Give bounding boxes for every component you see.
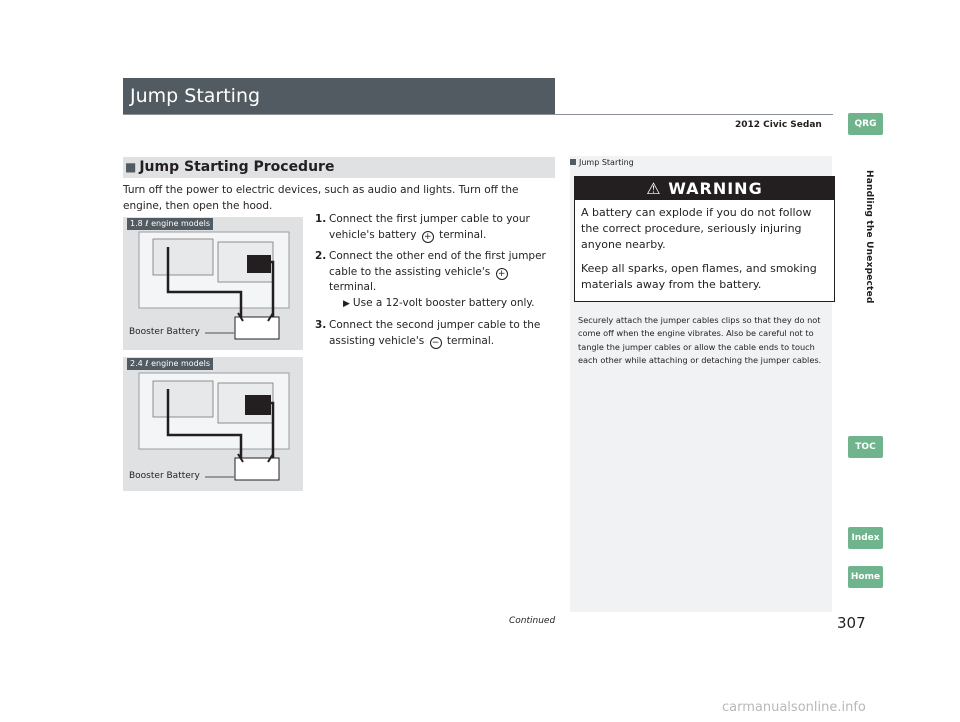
step-text: Connect the second jumper cable to the assisting vehicle's [329, 319, 541, 347]
watermark: carmanualsonline.info [722, 700, 866, 715]
plus-terminal-icon: + [496, 268, 508, 280]
sidebar-title [570, 158, 634, 167]
step-text-end: terminal. [329, 281, 377, 293]
warning-header [575, 177, 834, 200]
tab-toc[interactable]: TOC [848, 436, 883, 458]
step-1 [315, 212, 555, 243]
sidebar-note: Securely attach the jumper cables clips so that they do not come off when the engine vibrates. Also be careful not to tangle the jumper cables or allow the cable ends to touch each other while attaching or detaching the jumper cables. [578, 315, 822, 366]
warning-body [575, 200, 834, 293]
section-header [123, 157, 555, 178]
step-note-text: Use a 12-volt booster battery only. [352, 296, 535, 309]
warning-text: A battery can explode if you do not follow the correct procedure, seriously injuring anyone nearby. [581, 206, 812, 251]
step-number: 1. [315, 213, 327, 225]
step-2 [315, 249, 555, 312]
intro-text: Turn off the power to electric devices, such as audio and lights. Turn off the engine, then open the hood. [123, 184, 519, 212]
title-rule [123, 114, 833, 115]
page-title: Jump Starting [123, 78, 555, 114]
step-text: Connect the first jumper cable to your vehicle's battery [329, 213, 530, 241]
warning-title: WARNING [668, 179, 763, 198]
figure-engine-1 [123, 217, 303, 350]
page-number: 307 [837, 614, 866, 632]
step-text-end: terminal. [439, 228, 487, 241]
warning-text: Keep all sparks, open flames, and smoking materials away from the battery. [581, 262, 817, 291]
figure-label: Booster Battery [129, 327, 200, 337]
figure-tag: 1.8 ℓ engine models [127, 218, 213, 230]
step-text: Connect the other end of the first jumper cable to the assisting vehicle's [329, 250, 546, 278]
sidebar-title-text: Jump Starting [579, 158, 634, 167]
step-3 [315, 318, 555, 349]
arrow-right-icon: ▶ [343, 298, 350, 309]
figure-label: Booster Battery [129, 471, 200, 481]
steps-list [315, 212, 555, 355]
figure-tag: 2.4 ℓ engine models [127, 358, 213, 370]
warning-box [574, 176, 835, 302]
tab-index[interactable]: Index [848, 527, 883, 549]
model-name: 2012 Civic Sedan [735, 120, 822, 130]
reference-icon [570, 159, 576, 165]
step-text-end: terminal. [446, 334, 495, 347]
warning-triangle-icon: ⚠ [646, 179, 662, 198]
section-marker: ■ [125, 160, 137, 174]
tab-home[interactable]: Home [848, 566, 883, 588]
section-title: Jump Starting Procedure [139, 159, 335, 175]
step-note [329, 296, 555, 313]
continued-label: Continued [509, 616, 556, 626]
chapter-label: Handling the Unexpected [864, 170, 874, 304]
step-number: 2. [315, 250, 327, 262]
plus-terminal-icon: + [422, 231, 434, 243]
figure-engine-2 [123, 357, 303, 491]
tab-qrg[interactable]: QRG [848, 113, 883, 135]
step-number: 3. [315, 319, 327, 331]
minus-terminal-icon: − [430, 337, 442, 349]
